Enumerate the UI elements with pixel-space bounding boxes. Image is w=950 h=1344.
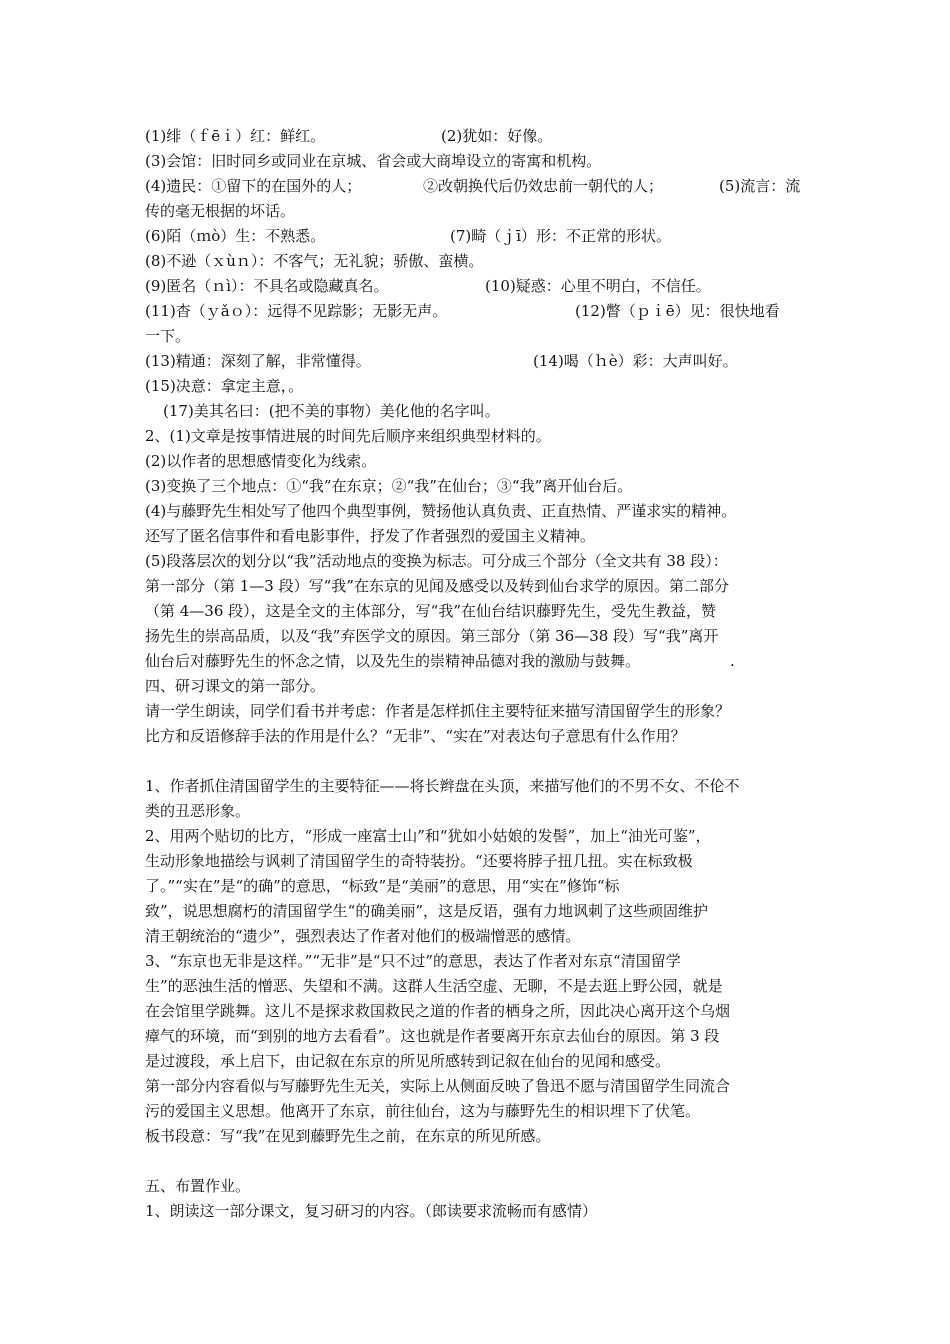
answer-1-line-1: 1、作者抓住清国留学生的主要特征——将长辫盘在头顶，来描写他们的不男不女、不伦不 (145, 777, 740, 795)
answer-3-line-3: 在会馆里学跳舞。这儿不是探求救国救民之道的作者的栖身之所，因此决心离开这个乌烟 (145, 1002, 731, 1020)
gloss-5a: (5)流言：流 (719, 177, 801, 195)
gloss-13: (13)精通：深刻了解，非常懂得。 (145, 352, 371, 370)
gloss-4: (4)遗民：①留下的在国外的人； (145, 177, 362, 195)
summary-line-2: 污的爱国主义思想。他离开了东京，前往仙台，这为与藤野先生的相识埋下了伏笔。 (145, 1102, 701, 1120)
gloss-15: (15)决意：拿定主意，。 (145, 377, 304, 395)
homework-1: 1、朗读这一部分课文，复习研习的内容。（郎读要求流畅而有感情） (145, 1202, 598, 1220)
gloss-2: (2)犹如：好像。 (441, 127, 553, 145)
gloss-6: (6)陌（ｍò）生：不熟悉。 (145, 227, 326, 245)
section4-question-2: 比方和反语修辞手法的作用是什么？“无非”、“实在”对表达句子意思有什么作用？ (145, 727, 686, 745)
section2-line-1: 2、(1)文章是按事情进展的时间先后顺序来组织典型材料的。 (145, 427, 551, 445)
section2-line-2: (2)以作者的思想感情变化为线索。 (145, 452, 377, 470)
answer-1-line-2: 类的丑恶形象。 (145, 802, 251, 820)
answer-2-line-4: 致”，说思想腐朽的清国留学生“的确美丽”，这是反语，强有力地讽刺了这些顽固维护 (145, 902, 709, 920)
gloss-9: (9)匿名（ｎì）：不具名或隐藏真名。 (145, 277, 389, 295)
section2-line-4: (4)与藤野先生相处写了他四个典型事例，赞扬他认真负责、正直热情、严谨求实的精神。 (145, 502, 737, 520)
summary-line-1: 第一部分内容看似与写藤野先生无关，实际上从侧面反映了鲁迅不愿与清国留学生同流合 (145, 1077, 731, 1095)
stray-period: . (730, 652, 735, 670)
answer-2-line-5: 清王朝统治的“遗少”，强烈表达了作者对他们的极端憎恶的感情。 (145, 927, 581, 945)
answer-2-line-1: 2、用两个贴切的比方，“形成一座富士山”和“犹如小姑娘的发髻”，加上“油光可鉴”， (145, 827, 711, 845)
gloss-12a: (12)瞥（ｐｉē）见：很快地看 (575, 302, 780, 320)
section5-heading: 五、布置作业。 (145, 1177, 251, 1195)
glossary-line-11 (145, 301, 780, 321)
gloss-17: (17)美其名曰：(把不美的事物）美化他的名字叫。 (163, 402, 500, 420)
glossary-line-6 (145, 226, 672, 246)
section2-line-9: 扬先生的崇高品质，以及“我”弃医学文的原因。第三部分（第 36—38 段）写“我”离开 (145, 627, 719, 645)
board-summary: 板书段意：写“我”在见到藤野先生之前，在东京的所见所感。 (145, 1127, 551, 1145)
section2-line-10-text: 仙台后对藤野先生的怀念之情，以及先生的崇精神品德对我的激励与鼓舞。 (145, 652, 641, 670)
section2-line-6: (5)段落层次的划分以“我”活动地点的变换为标志。可分成三个部分（全文共有 38 段）： (145, 552, 728, 570)
answer-3-line-4: 瘴气的环境，而“到别的地方去看看”。这也就是作者要离开东京去仙台的原因。第 3 段 (145, 1027, 720, 1045)
glossary-line-1 (145, 126, 553, 146)
answer-3-line-1: 3、“东京也无非是这样。”“无非”是“只不过”的意思，表达了作者对东京“清国留学 (145, 952, 681, 970)
glossary-line-13 (145, 351, 738, 371)
gloss-3: (3)会馆：旧时同乡或同业在京城、省会或大商埠设立的寄寓和机构。 (145, 152, 602, 170)
answer-3-line-2: 生”的恶浊生活的憎恶、失望和不满。这群人生活空虚、无聊，不是去逛上野公园，就是 (145, 977, 723, 995)
section2-line-7: 第一部分（第 1—3 段）写“我”在东京的见闻及感受以及转到仙台求学的原因。第二部分 (145, 577, 729, 595)
gloss-4b: ②改朝换代后仍效忠前一朝代的人； (423, 177, 664, 195)
section4-heading: 四、研习课文的第一部分。 (145, 677, 326, 695)
gloss-14: (14)喝（ｈè）彩：大声叫好。 (533, 352, 738, 370)
gloss-10: (10)疑惑：心里不明白，不信任。 (485, 277, 711, 295)
answer-2-line-2: 生动形象地描绘与讽刺了清国留学生的奇特装扮。“还要将脖子扭几扭。实在标致极 (145, 852, 693, 870)
answer-2-line-3: 了。”“实在”是“的确”的意思，“标致”是“美丽”的意思，用“实在”修饰“标 (145, 877, 620, 895)
glossary-line-4 (145, 176, 801, 196)
gloss-12b: 一下。 (145, 327, 191, 345)
glossary-line-9 (145, 276, 711, 296)
section2-line-5: 还写了匿名信事件和看电影事件，抒发了作者强烈的爱国主义精神。 (145, 527, 596, 545)
gloss-8: (8)不逊（ｘùｎ）：不客气；无礼貌；骄傲、蛮横。 (145, 252, 484, 270)
gloss-11: (11)杳（ｙǎｏ）：远得不见踪影；无影无声。 (145, 302, 448, 320)
section2-line-10 (145, 651, 735, 671)
section2-line-3: (3)变换了三个地点：①“我”在东京；②“我”在仙台；③“我”离开仙台后。 (145, 477, 633, 495)
gloss-7: (7)畸（ｊī）形：不正常的形状。 (450, 227, 672, 245)
section2-line-8: （第 4—36 段），这是全文的主体部分，写“我”在仙台结识藤野先生，受先生教益，赞 (145, 602, 717, 620)
answer-3-line-5: 是过渡段，承上启下，由记叙在东京的所见所感转到记叙在仙台的见闻和感受。 (145, 1052, 671, 1070)
gloss-1: (1)绯（ｆēｉ）红：鲜红。 (145, 127, 326, 145)
gloss-5b: 传的毫无根据的坏话。 (145, 202, 296, 220)
section4-question-1: 请一学生朗读，同学们看书并考虑：作者是怎样抓住主要特征来描写清国留学生的形象？ (145, 702, 731, 720)
